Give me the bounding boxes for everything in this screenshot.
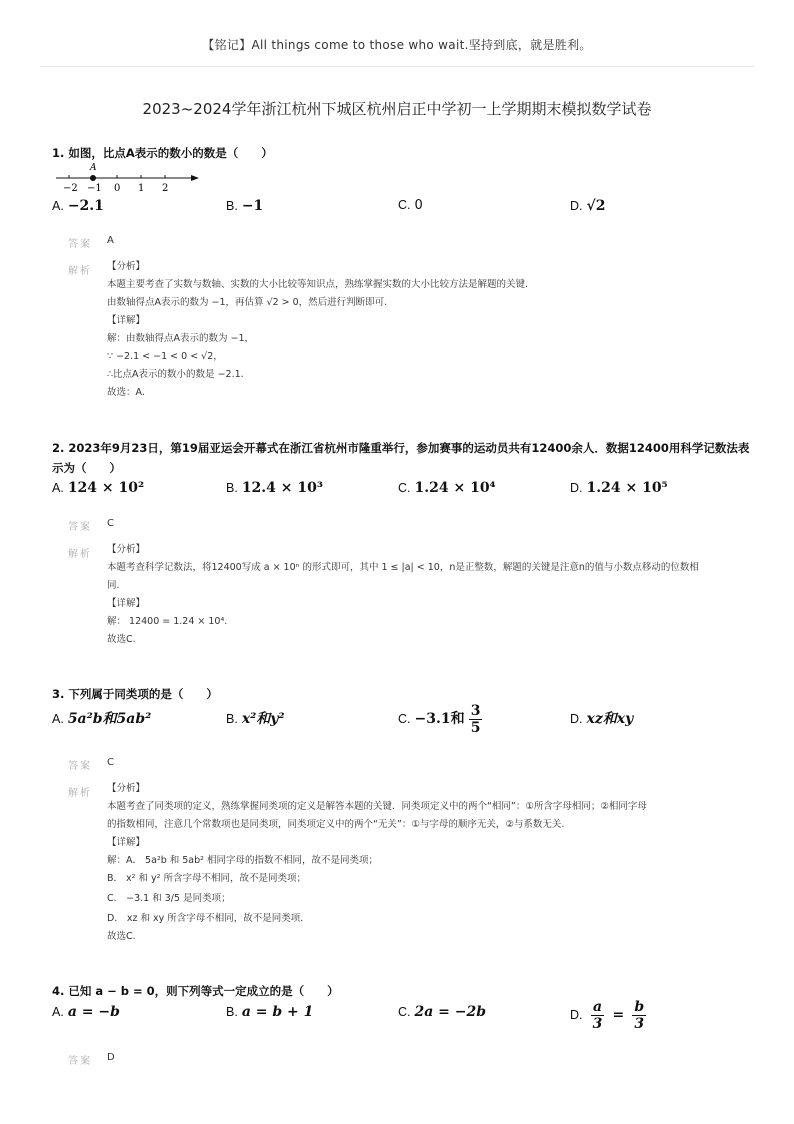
tick-label: 1 [138,183,145,194]
number-line-arrow [191,175,199,181]
q1-answer: A [107,235,114,246]
q1-option-a[interactable]: A. −2.1 [52,198,104,214]
q4-option-d[interactable]: D. $\frac{a}{3}$ = $\frac{b}{3}$ [570,999,645,1032]
q1-solution: 【分析】 本题主要考查了实数与数轴、实数的大小比较等知识点，熟练掌握实数的大小比较方法是解题的关键. 由数轴得点A表示的数为 −1，再估算 √2 > 0，然后进行判断即可. 【详解】 解：由数轴得点A表示的数为 −1， ∵ −2.1 < −1 < 0 < √2， ∴比点A表示的数小的数是 −2.1. 故选：A. [107,261,529,398]
q1-option-c[interactable]: C. 0 [398,198,423,213]
tick-label: 2 [162,183,169,194]
q4-option-a[interactable]: A. a = −b [52,1004,120,1020]
page-motto: 【铭记】All things come to those who wait.坚持到底，就是胜利。 [202,38,592,52]
q4-answer: D [107,1052,115,1063]
q2-option-c[interactable]: C. 1.24 × 10⁴ [398,480,496,496]
q4-option-b[interactable]: B. a = b + 1 [226,1004,314,1020]
question-1-stem: 1. 如图，比点A表示的数小的数是（ ） [52,146,273,160]
question-3-stem: 3. 下列属于同类项的是（ ） [52,687,218,701]
q3-option-c[interactable]: C. −3.1和 $\frac{3}{5}$ [398,703,481,736]
answer-label: 答案 [68,1056,92,1067]
answer-label: 答案 [68,522,92,533]
q2-solution: 【分析】 本题考查科学记数法，将12400写成 a × 10ⁿ 的形式即可，其中 1 ≤ |a| < 10，n是正整数，解题的关键是注意n的值与小数点移动的位数相 同. 【详解】 解： 12400 = 1.24 × 10⁴. 故选C. [107,544,699,645]
q3-answer: C [107,757,114,768]
question-2-stem: 2. 2023年9月23日，第19届亚运会开幕式在浙江省杭州市隆重举行，参加赛事的运动员共有12400余人．数据12400用科学记数法表示为（ ） [52,441,750,475]
number-line [52,160,202,194]
q2-option-d[interactable]: D. 1.24 × 10⁵ [570,480,668,496]
answer-label: 答案 [68,239,92,250]
analysis-label: 解析 [68,788,92,799]
q1-option-b[interactable]: B. −1 [226,198,264,214]
q3-solution: 【分析】 本题考查了同类项的定义，熟练掌握同类项的定义是解答本题的关键．同类项定义中的两个“相同”：①所含字母相同；②相同字母 的指数相同，注意几个常数项也是同类项，同类项定义中的两个“无关”：①与字母的顺序无关，②与系数无关. 【详解】 解：A． 5a²b 和 5ab² 相同字母的指数不相同，故不是同类项； B． x² 和 y² 所含字母不相同，故不是同类项； C． −3.1 和 3/5 是同类项； D． xz 和 xy 所含字母不相同，故不是同类项. 故选C. [107,783,647,942]
q3-option-d[interactable]: D. xz和xy [570,711,634,727]
q2-answer: C [107,518,114,529]
answer-label: 答案 [68,761,92,772]
analysis-label: 解析 [68,549,92,560]
tick-label: 0 [114,183,121,194]
q2-option-a[interactable]: A. 124 × 10² [52,480,145,496]
analysis-label: 解析 [68,266,92,277]
point-a-label: A [90,163,97,173]
point-a-dot [90,175,96,181]
question-4-stem: 4. 已知 a − b = 0，则下列等式一定成立的是（ ） [52,984,339,998]
q1-option-d[interactable]: D. √2 [570,198,606,214]
q3-option-b[interactable]: B. x²和y² [226,711,285,727]
q2-option-b[interactable]: B. 12.4 × 10³ [226,480,324,496]
header-divider [40,66,754,67]
tick-label: −1 [87,183,102,194]
q4-option-c[interactable]: C. 2a = −2b [398,1004,487,1020]
page-title: 2023~2024学年浙江杭州下城区杭州启正中学初一上学期期末模拟数学试卷 [142,100,652,118]
q3-option-a[interactable]: A. 5a²b和5ab² [52,711,152,727]
tick-label: −2 [63,183,78,194]
